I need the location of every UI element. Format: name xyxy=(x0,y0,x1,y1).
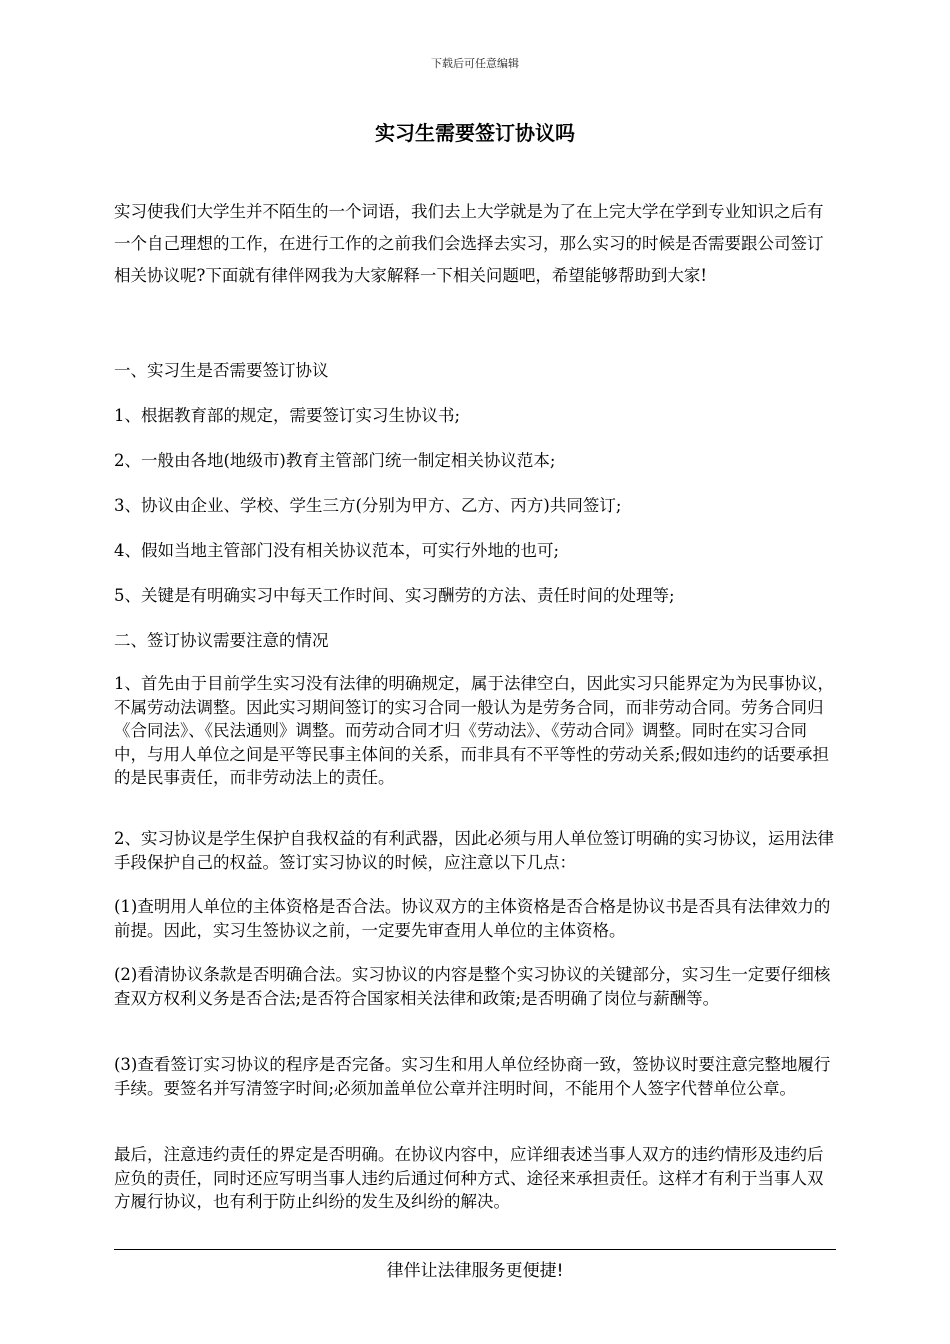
section1-item: 3、协议由企业、学校、学生三方(分别为甲方、乙方、丙方)共同签订; xyxy=(114,496,622,515)
section2-heading: 二、签订协议需要注意的情况 xyxy=(114,631,329,650)
section2-paragraph: 1、首先由于目前学生实习没有法律的明确规定，属于法律空白，因此实习只能界定为为民事协议，不属劳动法调整。因此实习期间签订的实习合同一般认为是劳务合同，而非劳动合同。劳务合同归《合同法》、《民法通则》调整。而劳动合同才归《劳动法》、《劳动合同》调整。同时在实习合同中，与用人单位之间是平等民事主体间的关系，而非具有不平等性的劳动关系;假如违约的话要承担的是民事责任，而非劳动法上的责任。 xyxy=(114,674,834,787)
section1-item: 5、关键是有明确实习中每天工作时间、实习酬劳的方法、责任时间的处理等; xyxy=(114,586,675,605)
section2-paragraph: 最后，注意违约责任的界定是否明确。在协议内容中，应详细表述当事人双方的违约情形及违约后应负的责任，同时还应写明当事人违约后通过何种方式、途径来承担责任。这样才有利于当事人双方履行协议，也有利于防止纠纷的发生及纠纷的解决。 xyxy=(114,1145,824,1211)
header-note: 下载后可任意编辑 xyxy=(431,57,519,70)
section2-paragraph: (2)看清协议条款是否明确合法。实习协议的内容是整个实习协议的关键部分，实习生一定要仔细核查双方权利义务是否合法;是否符合国家相关法律和政策;是否明确了岗位与薪酬等。 xyxy=(114,965,831,1008)
section1-item: 2、一般由各地(地级市)教育主管部门统一制定相关协议范本; xyxy=(114,451,556,470)
footer-divider xyxy=(114,1249,836,1250)
section2-paragraph: (3)查看签订实习协议的程序是否完备。实习生和用人单位经协商一致，签协议时要注意完整地履行手续。要签名并写清签字时间;必须加盖单位公章并注明时间，不能用个人签字代替单位公章。 xyxy=(114,1055,831,1098)
footer-slogan: 律伴让法律服务更便捷! xyxy=(386,1261,564,1281)
section1-item: 4、假如当地主管部门没有相关协议范本，可实行外地的也可; xyxy=(114,541,560,560)
intro-paragraph: 实习使我们大学生并不陌生的一个词语，我们去上大学就是为了在上完大学在学到专业知识之后有一个自己理想的工作，在进行工作的之前我们会选择去实习，那么实习的时候是否需要跟公司签订相关协议呢?下面就有律伴网我为大家解释一下相关问题吧，希望能够帮助到大家! xyxy=(114,202,824,285)
section1-item: 1、根据教育部的规定，需要签订实习生协议书; xyxy=(114,406,461,425)
section2-paragraph: (1)查明用人单位的主体资格是否合法。协议双方的主体资格是否合格是协议书是否具有法律效力的前提。因此，实习生签协议之前，一定要先审查用人单位的主体资格。 xyxy=(114,897,831,940)
section1-heading: 一、实习生是否需要签订协议 xyxy=(114,361,329,380)
page-title: 实习生需要签订协议吗 xyxy=(375,121,575,145)
section2-paragraph: 2、实习协议是学生保护自我权益的有利武器，因此必须与用人单位签订明确的实习协议，运用法律手段保护自己的权益。签订实习协议的时候，应注意以下几点： xyxy=(114,829,834,872)
